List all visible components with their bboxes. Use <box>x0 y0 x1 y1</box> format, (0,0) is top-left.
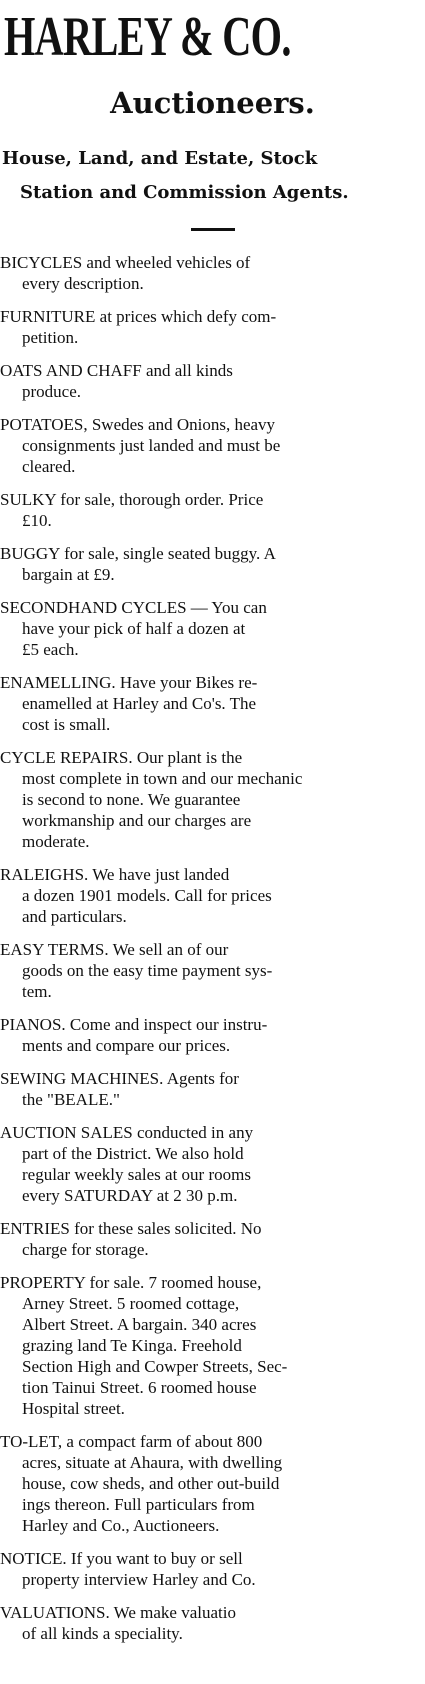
item-line: £10. <box>22 511 52 530</box>
item-line: cleared. <box>22 457 76 476</box>
item-line: CYCLE REPAIRS. Our plant is the <box>0 748 243 767</box>
item-line: PROPERTY for sale. 7 roomed house, <box>0 1273 262 1292</box>
item-line: charge for storage. <box>22 1240 149 1259</box>
item-line: bargain at £9. <box>22 565 115 584</box>
item-line: regular weekly sales at our rooms <box>22 1165 251 1184</box>
item-line: every SATURDAY at 2 30 p.m. <box>22 1186 238 1205</box>
item-line: PIANOS. Come and inspect our instru- <box>0 1015 268 1034</box>
item-line: enamelled at Harley and Co's. The <box>22 694 257 713</box>
list-item <box>0 597 425 660</box>
item-line: SEWING MACHINES. Agents for <box>0 1069 239 1088</box>
item-line: ments and compare our prices. <box>22 1036 231 1055</box>
item-line: POTATOES, Swedes and Onions, heavy <box>0 415 276 434</box>
list-item <box>0 252 425 294</box>
item-line: Section High and Cowper Streets, Sec- <box>22 1357 288 1376</box>
item-line: house, cow sheds, and other out-build <box>22 1474 280 1493</box>
item-line: workmanship and our charges are <box>22 811 252 830</box>
list-item <box>0 1272 425 1419</box>
item-line: TO-LET, a compact farm of about 800 <box>0 1432 263 1451</box>
item-line: RALEIGHS. We have just landed <box>0 865 230 884</box>
list-item <box>0 489 425 531</box>
list-item <box>0 864 425 927</box>
item-line: ENTRIES for these sales solicited. No <box>0 1219 262 1238</box>
item-line: Albert Street. A bargain. 340 acres <box>22 1315 257 1334</box>
item-line: OATS AND CHAFF and all kinds <box>0 361 233 380</box>
item-line: ENAMELLING. Have your Bikes re- <box>0 673 258 692</box>
item-line: Harley and Co., Auctioneers. <box>22 1516 220 1535</box>
divider-rule <box>191 228 235 231</box>
list-item <box>0 1014 425 1056</box>
item-line: BICYCLES and wheeled vehicles of <box>0 253 251 272</box>
item-line: BUGGY for sale, single seated buggy. A <box>0 544 276 563</box>
item-line: VALUATIONS. We make valuatio <box>0 1603 236 1622</box>
item-list <box>0 252 425 1644</box>
item-line: goods on the easy time payment sys- <box>22 961 273 980</box>
list-item <box>0 1431 425 1536</box>
list-item <box>0 747 425 852</box>
item-line: cost is small. <box>22 715 111 734</box>
item-line: SECONDHAND CYCLES — You can <box>0 598 267 617</box>
list-item <box>0 543 425 585</box>
item-line: the "BEALE." <box>22 1090 120 1109</box>
item-line: petition. <box>22 328 79 347</box>
list-item <box>0 939 425 1002</box>
item-line: produce. <box>22 382 82 401</box>
item-line: FURNITURE at prices which defy com- <box>0 307 277 326</box>
item-line: AUCTION SALES conducted in any <box>0 1123 254 1142</box>
firm-name: HARLEY & CO. <box>4 6 291 68</box>
list-item <box>0 1548 425 1590</box>
item-line: every description. <box>22 274 144 293</box>
item-line: SULKY for sale, thorough order. Price <box>0 490 264 509</box>
list-item <box>0 414 425 477</box>
item-line: Arney Street. 5 roomed cottage, <box>22 1294 240 1313</box>
list-item <box>0 360 425 402</box>
item-line: moderate. <box>22 832 90 851</box>
list-item <box>0 1602 425 1644</box>
firm-role: Auctioneers. <box>110 86 315 120</box>
item-line: property interview Harley and Co. <box>22 1570 256 1589</box>
item-line: part of the District. We also hold <box>22 1144 244 1163</box>
item-line: and particulars. <box>22 907 127 926</box>
item-line: ings thereon. Full particulars from <box>22 1495 255 1514</box>
list-item <box>0 306 425 348</box>
description-line-1: House, Land, and Estate, Stock <box>2 148 318 169</box>
item-line: have your pick of half a dozen at <box>22 619 246 638</box>
list-item <box>0 1218 425 1260</box>
item-line: grazing land Te Kinga. Freehold <box>22 1336 242 1355</box>
list-item <box>0 1068 425 1110</box>
item-line: tem. <box>22 982 52 1001</box>
list-item <box>0 1122 425 1206</box>
item-line: of all kinds a speciality. <box>22 1624 183 1643</box>
advertisement <box>0 2 425 1684</box>
item-line: NOTICE. If you want to buy or sell <box>0 1549 243 1568</box>
item-line: a dozen 1901 models. Call for prices <box>22 886 272 905</box>
item-line: consignments just landed and must be <box>22 436 281 455</box>
item-line: Hospital street. <box>22 1399 125 1418</box>
item-line: tion Tainui Street. 6 roomed house <box>22 1378 257 1397</box>
description-line-2: Station and Commission Agents. <box>20 182 349 203</box>
item-line: £5 each. <box>22 640 79 659</box>
list-item <box>0 672 425 735</box>
item-line: most complete in town and our mechanic <box>22 769 303 788</box>
item-line: acres, situate at Ahaura, with dwelling <box>22 1453 283 1472</box>
item-line: EASY TERMS. We sell an of our <box>0 940 229 959</box>
firm-description <box>0 142 425 210</box>
item-line: is second to none. We guarantee <box>22 790 241 809</box>
